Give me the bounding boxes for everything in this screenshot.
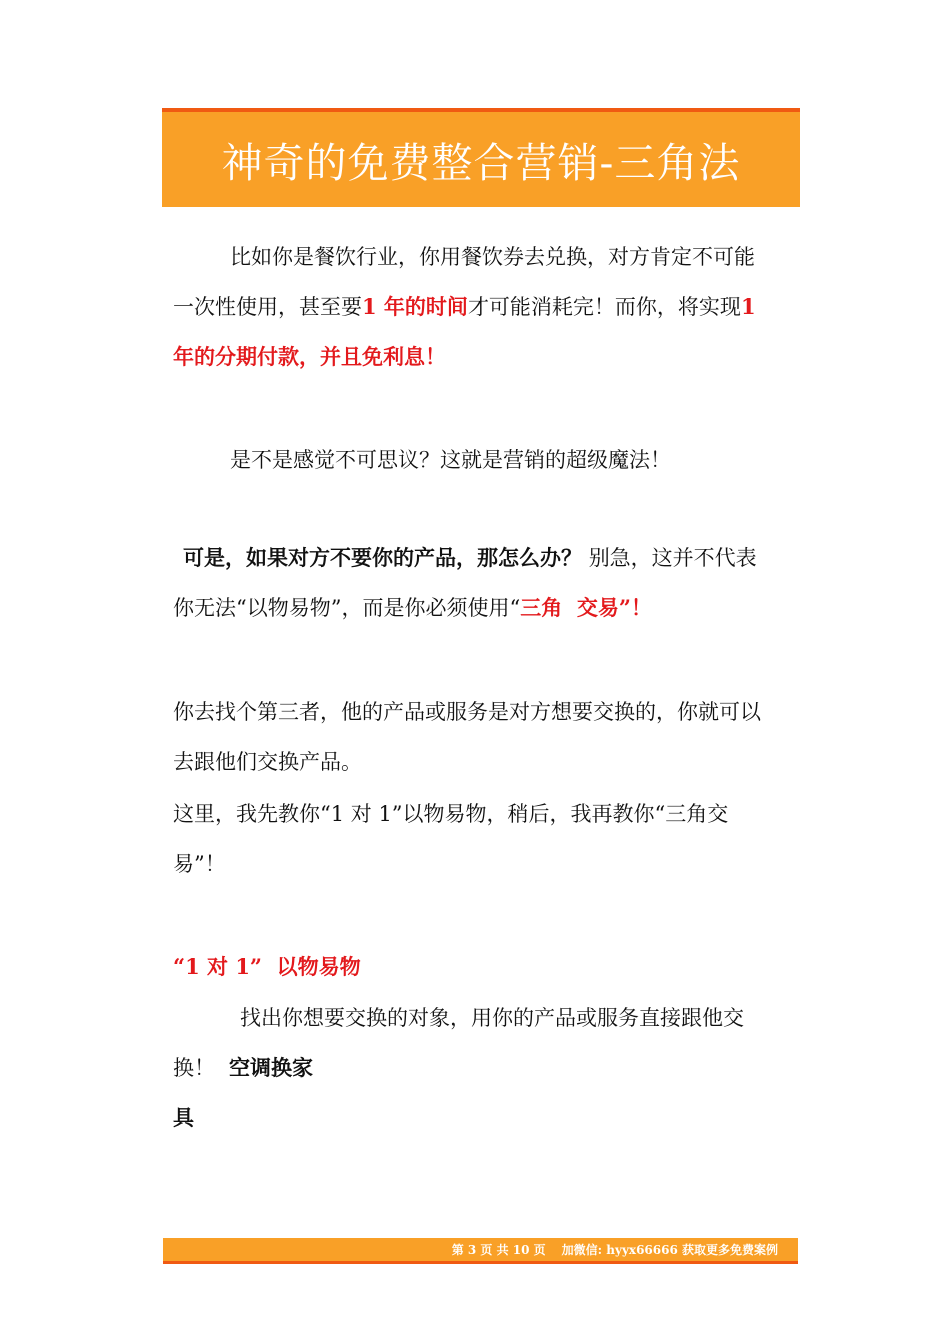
para6-line1: 找出你想要交换的对象，用你的产品或服务直接跟他交: [240, 1006, 744, 1030]
para1-line2: [173, 282, 793, 332]
para3-bold-question: 可是，如果对方不要你的产品，那怎么办？: [183, 545, 582, 570]
para4-line1: 你去找个第三者，他的产品或服务是对方想要交换的，你就可以: [173, 700, 761, 724]
para1-line3: 年的分期付款，并且免利息！: [173, 344, 446, 369]
para2-text: 是不是感觉不可思议？这就是营销的超级魔法！: [230, 448, 671, 472]
footer-promo: 加微信: hyyx66666 获取更多免费案例: [561, 1243, 778, 1257]
para1-highlight-one: 1: [740, 294, 756, 319]
paragraph-triangle-trade: [173, 533, 793, 633]
para4-line2: 去跟他们交换产品。: [173, 750, 362, 774]
para1-line1: 比如你是餐饮行业，你用餐饮券去兑换，对方肯定不可能: [230, 245, 755, 269]
para5-line2: 易”！: [173, 852, 226, 876]
paragraph-dining-voucher: [173, 232, 793, 382]
title-banner: [162, 108, 800, 207]
para1-highlight-year: 1 年的时间: [362, 294, 468, 319]
para3-line2-a: 你无法“以物易物”，而是你必须使用“: [173, 596, 521, 620]
paragraph-third-party: [173, 687, 793, 787]
para6-line2-a: 换！: [173, 1056, 215, 1080]
para1-line2-a: 一次性使用，甚至要: [173, 295, 362, 319]
para6-line3: 具: [173, 1105, 194, 1130]
paragraph-direct-exchange: [173, 993, 793, 1143]
footer-page-info: 第 3 页 共 10 页: [451, 1243, 546, 1257]
paragraph-teach: [173, 789, 793, 889]
para3-highlight-triangle: 三角 交易”！: [520, 595, 652, 620]
para6-bold-ac: 空调换家: [229, 1055, 313, 1080]
page-footer: [163, 1238, 798, 1264]
section-heading-one-to-one: “1 对 1” 以物易物: [173, 954, 361, 979]
para1-line2-b: 才可能消耗完！而你，将实现: [467, 295, 741, 319]
paragraph-magic: [173, 435, 793, 485]
para3-line1-rest: 别急，这并不代表: [588, 546, 757, 570]
para5-line1: 这里，我先教你“1 对 1”以物易物，稍后，我再教你“三角交: [173, 802, 729, 826]
page-title: 神奇的免费整合营销-三角法: [221, 139, 741, 187]
para3-line2: [173, 583, 793, 633]
